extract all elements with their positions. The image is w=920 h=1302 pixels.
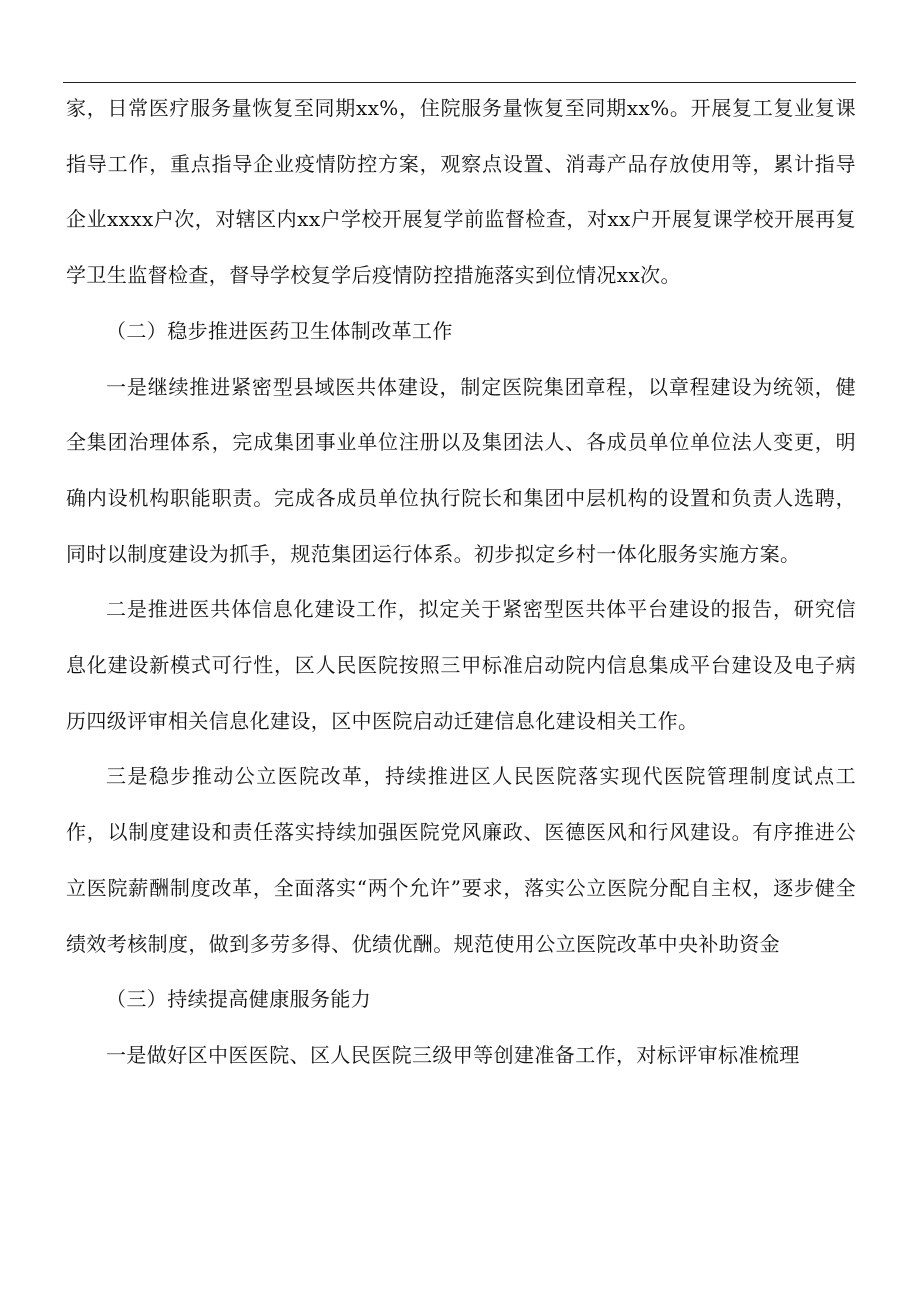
- section-heading-2: （二）稳步推进医药卫生体制改革工作: [106, 318, 453, 343]
- paragraph-item-4: 一是做好区中医医院、区人民医院三级甲等创建准备工作，对标评审标准梳理: [106, 1042, 800, 1067]
- section-heading-3: （三）持续提高健康服务能力: [106, 987, 372, 1012]
- paragraph-item-2: 二是推进医共体信息化建设工作，拟定关于紧密型医共体平台建设的报告，研究信息化建设新模式可行性，区人民医院按照三甲标准启动院内信息集成平台建设及电子病历四级评审相关信息化建设，区中医院启动迁建信息化建设相关工作。: [66, 597, 856, 733]
- document-page: [66, 81, 856, 1084]
- paragraph-item-1: 一是继续推进紧密型县域医共体建设，制定医院集团章程，以章程建设为统领，健全集团治理体系，完成集团事业单位注册以及集团法人、各成员单位单位法人变更，明确内设机构职能职责。完成各成员单位执行院长和集团中层机构的设置和负责人选聘，同时以制度建设为抓手，规范集团运行体系。初步拟定乡村一体化服务实施方案。: [66, 374, 856, 566]
- paragraph-item-3: 三是稳步推动公立医院改革，持续推进区人民医院落实现代医院管理制度试点工作，以制度建设和责任落实持续加强医院党风廉政、医德医风和行风建设。有序推进公立医院薪酬制度改革，全面落实“两个允许”要求，落实公立医院分配自主权，逐步健全绩效考核制度，做到多劳多得、优绩优酬。规范使用公立医院改革中央补助资金: [66, 764, 856, 956]
- paragraph-continuation: 家，日常医疗服务量恢复至同期xx%，住院服务量恢复至同期xx%。开展复工复业复课指导工作，重点指导企业疫情防控方案，观察点设置、消毒产品存放使用等，累计指导企业xxxx户次，对辖区内xx户学校开展复学前监督检查，对xx户开展复课学校开展再复学卫生监督检查，督导学校复学后疫情防控措施落实到位情况xx次。: [66, 96, 856, 288]
